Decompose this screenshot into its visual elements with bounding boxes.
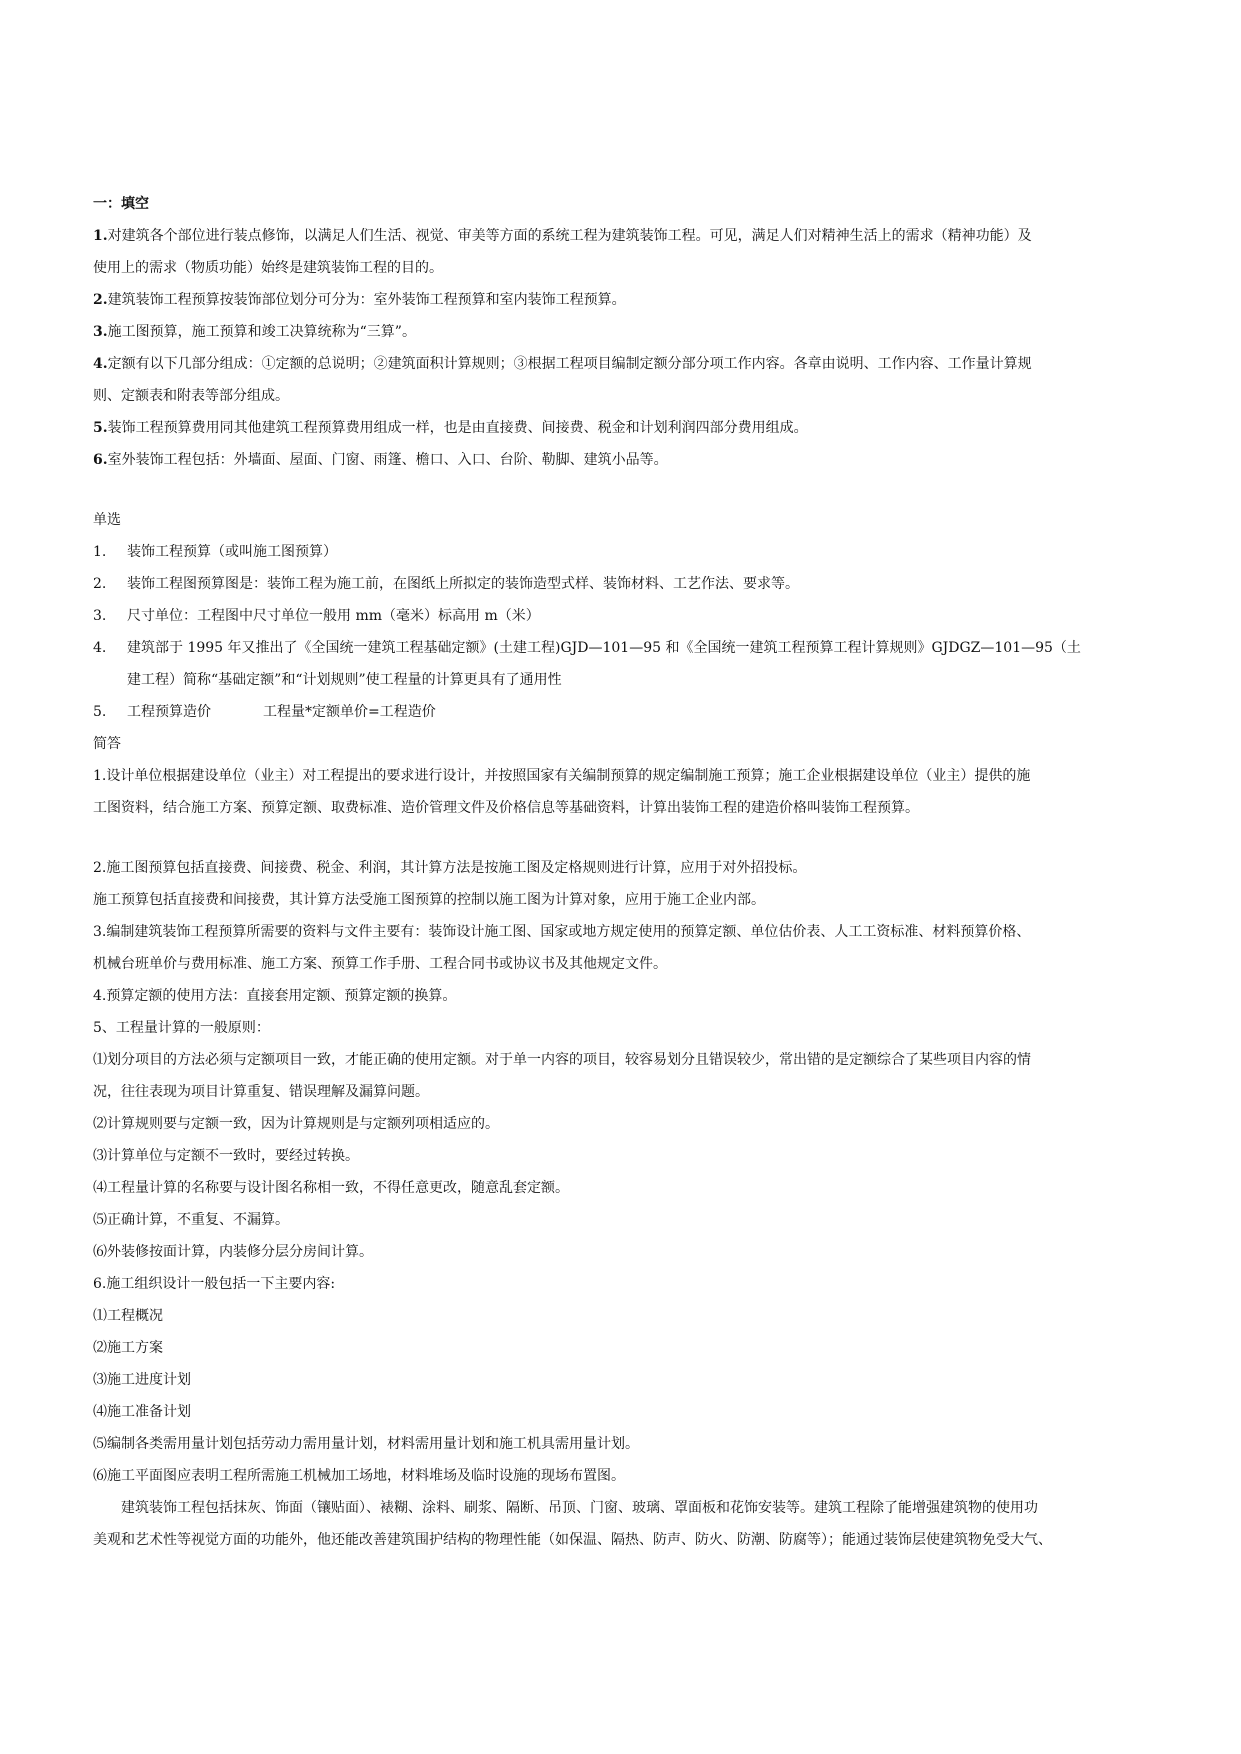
fill-item-4-line2: 则、定额表和附表等部分组成。 <box>93 388 289 404</box>
single-item-5: 5. 工程预算造价 工程量*定额单价=工程造价 <box>93 696 1148 728</box>
short-q2-line1: 2.施工图预算包括直接费、间接费、税金、利润，其计算方法是按施工图及定格规则进行计算，应用于对外招投标。 <box>93 860 807 876</box>
fill-item-2: 2.建筑装饰工程预算按装饰部位划分可分为：室外装饰工程预算和室内装饰工程预算。 <box>93 292 626 308</box>
single-item-num: 3. <box>93 608 107 624</box>
single-item-num: 4. <box>93 640 107 656</box>
single-item-num: 5. <box>93 704 107 720</box>
fill-item-num: 5. <box>93 420 108 436</box>
fill-item-num: 1. <box>93 228 108 244</box>
fill-item-5: 5.装饰工程预算费用同其他建筑工程预算费用组成一样，也是由直接费、间接费、税金和计划利润四部分费用组成。 <box>93 420 808 436</box>
short-q2-line2: 施工预算包括直接费和间接费，其计算方法受施工图预算的控制以施工图为计算对象，应用于施工企业内部。 <box>93 892 765 908</box>
document-page <box>93 188 1148 1556</box>
body-paragraph-line2: 美观和艺术性等视觉方面的功能外，他还能改善建筑围护结构的物理性能（如保温、隔热、防声、防火、防潮、防腐等）；能通过装饰层使建筑物免受大气、 <box>93 1532 1052 1548</box>
single-item-4: 4. 建筑部于 1995 年又推出了《全国统一建筑工程基础定额》(土建工程)GJD—101—95 和《全国统一建筑工程预算工程计算规则》GJDGZ—101—95（土 <box>93 632 1148 664</box>
fill-item-1-line1: 1.对建筑各个部位进行装点修饰，以满足人们生活、视觉、审美等方面的系统工程为建筑装饰工程。可见，满足人们对精神生活上的需求（精神功能）及 <box>93 228 1032 244</box>
short-q5-item: ⑷工程量计算的名称要与设计图名称相一致，不得任意更改，随意乱套定额。 <box>93 1180 569 1196</box>
fill-item-num: 3. <box>93 324 108 340</box>
short-q3-line1: 3.编制建筑装饰工程预算所需要的资料与文件主要有：装饰设计施工图、国家或地方规定使用的预算定额、单位估价表、人工工资标准、材料预算价格、 <box>93 924 1031 940</box>
short-q6-item: ⑹施工平面图应表明工程所需施工机械加工场地，材料堆场及临时设施的现场布置图。 <box>93 1468 625 1484</box>
single-item-3: 3. 尺寸单位：工程图中尺寸单位一般用 mm（毫米）标高用 m（米） <box>93 600 1148 632</box>
short-q5: 5、工程量计算的一般原则： <box>93 1020 270 1036</box>
short-q6-item: ⑶施工进度计划 <box>93 1372 191 1388</box>
fill-item-4-line1: 4.定额有以下几部分组成：①定额的总说明；②建筑面积计算规则；③根据工程项目编制定额分部分项工作内容。各章由说明、工作内容、工作量计算规 <box>93 356 1032 372</box>
short-q3-line2: 机械台班单价与费用标准、施工方案、预算工作手册、工程合同书或协议书及其他规定文件。 <box>93 956 667 972</box>
short-q6-item: ⑴工程概况 <box>93 1308 163 1324</box>
single-item-2: 2. 装饰工程图预算图是：装饰工程为施工前，在图纸上所拟定的装饰造型式样、装饰材料、工艺作法、要求等。 <box>93 568 1148 600</box>
short-q5-item: ⑹外装修按面计算，内装修分层分房间计算。 <box>93 1244 373 1260</box>
single-item-num: 2. <box>93 576 107 592</box>
short-q6-item: ⑵施工方案 <box>93 1340 163 1356</box>
short-q6: 6.施工组织设计一般包括一下主要内容: <box>93 1276 336 1292</box>
short-q1-line2: 工图资料，结合施工方案、预算定额、取费标准、造价管理文件及价格信息等基础资料，计算出装饰工程的建造价格叫装饰工程预算。 <box>93 800 919 816</box>
short-heading: 简答 <box>93 736 121 752</box>
short-q5-item: 况，往往表现为项目计算重复、错误理解及漏算问题。 <box>93 1084 429 1100</box>
short-q4: 4.预算定额的使用方法：直接套用定额、预算定额的换算。 <box>93 988 457 1004</box>
fill-item-num: 4. <box>93 356 108 372</box>
fill-item-1-line2: 使用上的需求（物质功能）始终是建筑装饰工程的目的。 <box>93 260 443 276</box>
fill-item-3: 3.施工图预算，施工预算和竣工决算统称为“三算”。 <box>93 324 416 340</box>
short-q5-item: ⑴划分项目的方法必须与定额项目一致，才能正确的使用定额。对于单一内容的项目，较容易划分且错误较少，常出错的是定额综合了某些项目内容的情 <box>93 1052 1031 1068</box>
short-q6-item: ⑸编制各类需用量计划包括劳动力需用量计划，材料需用量计划和施工机具需用量计划。 <box>93 1436 639 1452</box>
single-heading: 单选 <box>93 512 121 528</box>
body-paragraph-line1: 建筑装饰工程包括抹灰、饰面（镶贴面）、裱糊、涂料、刷浆、隔断、吊顶、门窗、玻璃、罩面板和花饰安装等。建筑工程除了能增强建筑物的使用功 <box>121 1500 1038 1516</box>
short-q1-line1: 1.设计单位根据建设单位（业主）对工程提出的要求进行设计，并按照国家有关编制预算的规定编制施工预算；施工企业根据建设单位（业主）提供的施 <box>93 768 1031 784</box>
short-q5-item: ⑵计算规则要与定额一致，因为计算规则是与定额列项相适应的。 <box>93 1116 499 1132</box>
single-item-num: 1. <box>93 544 107 560</box>
short-q5-item: ⑶计算单位与定额不一致时，要经过转换。 <box>93 1148 359 1164</box>
single-item-1: 1. 装饰工程预算（或叫施工图预算） <box>93 536 1148 568</box>
fill-heading: 一：填空 <box>93 196 149 212</box>
short-q6-item: ⑷施工准备计划 <box>93 1404 191 1420</box>
fill-item-num: 6. <box>93 452 108 468</box>
fill-item-num: 2. <box>93 292 108 308</box>
single-item-4-line2: 建工程）简称“基础定额”和“计划规则”使工程量的计算更具有了通用性 <box>127 672 562 688</box>
fill-item-6: 6.室外装饰工程包括：外墙面、屋面、门窗、雨篷、檐口、入口、台阶、勒脚、建筑小品等。 <box>93 452 668 468</box>
short-q5-item: ⑸正确计算，不重复、不漏算。 <box>93 1212 289 1228</box>
